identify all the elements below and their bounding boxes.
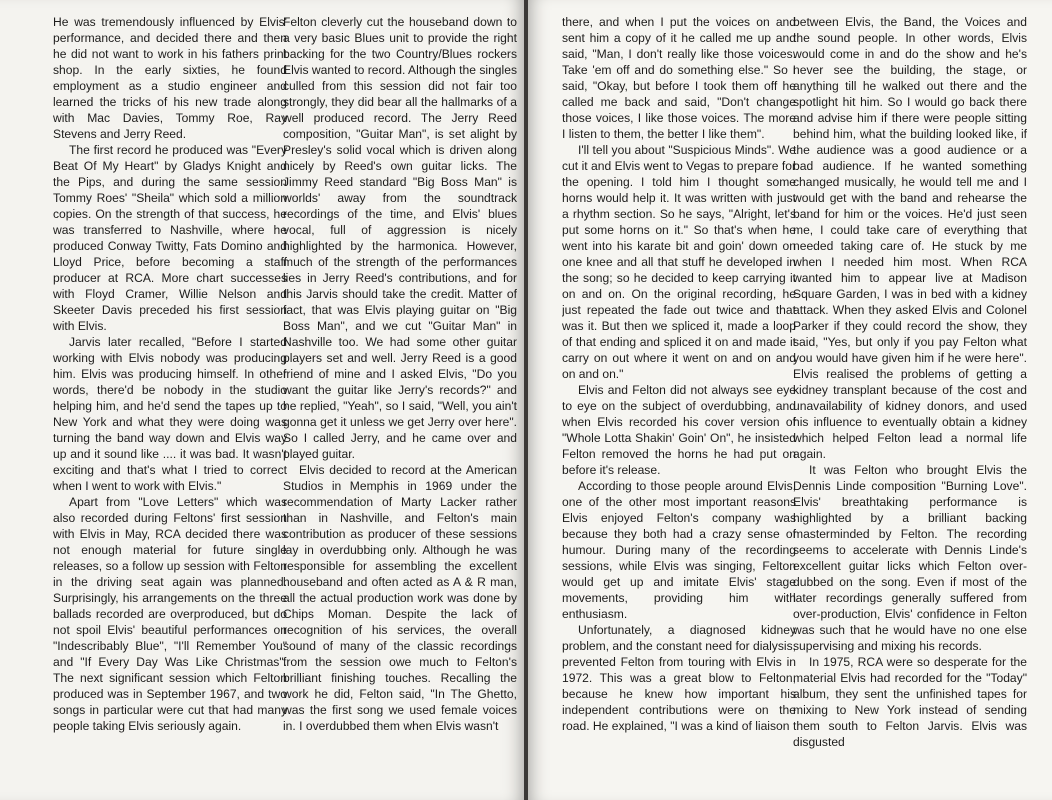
paragraph: Apart from "Love Letters" which was also recorded during Feltons' first session with Elvis in May, RCA decided there was not enough material for future single releases, so a follow up session with Felton in the driving seat again was planned. Surprisingly, his arrangements on the three ballads recorded are overproduced, but do not spoil Elvis' beautiful performances on "Indescribably Blue", "I'll Remember You" and "If Every Day Was Like Christmas". The next significant session which Felton produced was in September 1967, and two songs in particular were cut that had many people taking Elvis seriously again.: [53, 495, 287, 733]
paragraph: Elvis decided to record at the American Studios in Memphis in 1969 under the recommendation of Marty Lacker rather than in Nashville, and Felton's main contribution as producer of these sessions lay in overdubbing only. Although he was responsible for assembling the excellent houseband and often acted as A & R man, all the actual production work was done by Chips Moman. Despite the lack of recognition of his services, the overall sound of many of the classic recordings from the session owe much to Felton's brilliant finishing touches. Recalling the work he did, Felton said, "In The Ghetto, was the first song we used female voices in. I overdubbed them when Elvis wasn't: [283, 463, 517, 733]
paragraph: Jarvis later recalled, "Before I started working with Elvis nobody was producing him. Elvis was producing himself. In other words, there'd be nobody in the studio helping him, and he'd send the tapes up to New York and what they were doing was turning the band way down and Elvis way up and it sound like .... it was bad. It wasn't exciting and that's what I tried to correct when I went to work with Elvis.": [53, 335, 287, 493]
paragraph: He was tremendously influenced by Elvis' performance, and decided there and then he did not want to work in his fathers print shop. In the early sixties, he found employment as a studio engineer and learned the tricks of his new trade along with Mac Davies, Tommy Roe, Ray Stevens and Jerry Reed.: [53, 15, 287, 141]
right-page-column-1: [562, 14, 796, 794]
paragraph: Felton cleverly cut the houseband down to a very basic Blues unit to provide the right backing for the two Country/Blues rockers Elvis wanted to record. Although the singles culled from this session did not fair too strongly, they did bear all the hallmarks of a well produced record. The Jerry Reed composition, "Guitar Man", is set alight by Presley's solid vocal which is driven along nicely by Reed's own guitar licks. The Jimmy Reed standard "Big Boss Man" is worlds' away from the soundtrack recordings of the time, and Elvis' blues vocal, full of aggression is nicely highlighted by the harmonica. However, much of the strength of the performances lies in Jerry Reed's contributions, and for this Jarvis should take the credit. Matter of fact, that was Elvis playing guitar on "Big Boss Man", and we cut "Guitar Man" in Nashville too. We had some other guitar players set and well. Jerry Reed is a good friend of mine and I asked Elvis, "Do you want the guitar like Jerry's records?" and he replied, "Yeah", so I said, "Well, you ain't gonna get it unless we get Jerry over here". So I called Jerry, and he came over and played guitar.: [283, 15, 517, 461]
paragraph: I'll tell you about "Suspicious Minds". We cut it and Elvis went to Vegas to prepare for the opening. I told him I thought some horns would help it. It was written with just a rhythm section. So he says, "Alright, let's put some horns on it." So that's when he went into his karate bit and goin' down on one knee and all that stuff he developed in the song; so he decided to keep carrying it on and on. On the original recording, he just repeated the fade out twice and that was it. But then we spliced it, made a loop of that ending and spliced it on and made it carry on out where it went on and on and on and on.": [562, 143, 796, 381]
right-page-column-2: [793, 14, 1027, 794]
paragraph: The first record he produced was "Every Beat Of My Heart" by Gladys Knight and the Pips, and during the same session Tommy Roes' "Sheila" which sold a million copies. On the strength of that success, he was transferred to Nashville, where he produced Conway Twitty, Fats Domino and Lloyd Price, before becoming a staff producer at RCA. More chart successes with Floyd Cramer, Willie Nelson and Skeeter Davis preceded his first session with Elvis.: [53, 143, 287, 333]
right-page: [528, 0, 1052, 800]
paragraph: In 1975, RCA were so desperate for the material Elvis had recorded for the "Today" album, they sent the unfinished tapes for mixing to New York instead of sending them south to Felton Jarvis. Elvis was disgusted: [793, 655, 1027, 749]
paragraph: It was Felton who brought Elvis the Dennis Linde composition "Burning Love". Elvis' breathtaking performance is highlighted by a brilliant backing masterminded by Felton. The recording seems to accelerate with Dennis Linde's excellent guitar licks which Felton over-dubbed on the song. Even if most of the later recordings generally suffered from over-production, Elvis' confidence in Felton was such that he would have no one else supervising and mixing his records.: [793, 463, 1027, 653]
paragraph: there, and when I put the voices on and sent him a copy of it he called me up and said, "Man, I don't really like those voices. Take 'em off and do something else." So I said, "Okay, but before I took them off he called me back and said, "Don't change those voices, I like those voices. The more I listen to them, the better I like them".: [562, 15, 796, 141]
paragraph: between Elvis, the Band, the Voices and the sound people. In other words, Elvis would come in and do the show and he's never see the building, the stage, or anything till he walked out there and the spotlight hit him. So I would go back there and advise him if there were people sitting behind him, what the building looked like, if the audience was a good audience or a bad audience. If he wanted something changed musically, he would tell me and I would get with the band and rehearse the band for him or the voices. He'd just seen me, I could take care of everything that needed taking care of. He stuck by me when I needed him most. When RCA wanted him to appear live at Madison Square Garden, I was in bed with a kidney attack. When they asked Elvis and Colonel Parker if they could record the show, they said, "Yes, but only if you pay Felton what you would have given him if he were here". Elvis realised the problems of getting a kidney transplant because of the cost and unavailability of kidney donors, and used his influence to eventually obtain a kidney which helped Felton lead a normal life again.: [793, 15, 1027, 461]
paragraph: According to those people around Elvis, one of the other most important reasons Elvis enjoyed Felton's company was because they both had a crazy sense of humour. During many of the recording sessions, while Elvis was singing, Felton would get up and imitate Elvis' stage movements, providing him with enthusiasm.: [562, 479, 796, 621]
left-page-column-2: [283, 14, 517, 794]
left-page: [0, 0, 524, 800]
paragraph: Unfortunately, a diagnosed kidney problem, and the constant need for dialysis, prevented Felton from touring with Elvis in 1972. This was a great blow to Felton, because he knew how important his independent contributions were on the road. He explained, "I was a kind of liaison: [562, 623, 796, 733]
left-page-column-1: [53, 14, 287, 794]
paragraph: Elvis and Felton did not always see eye to eye on the subject of overdubbing, and when Elvis recorded his cover version of "Whole Lotta Shakin' Goin' On", he insisted Felton removed the horns he had put on before it's release.: [562, 383, 796, 477]
